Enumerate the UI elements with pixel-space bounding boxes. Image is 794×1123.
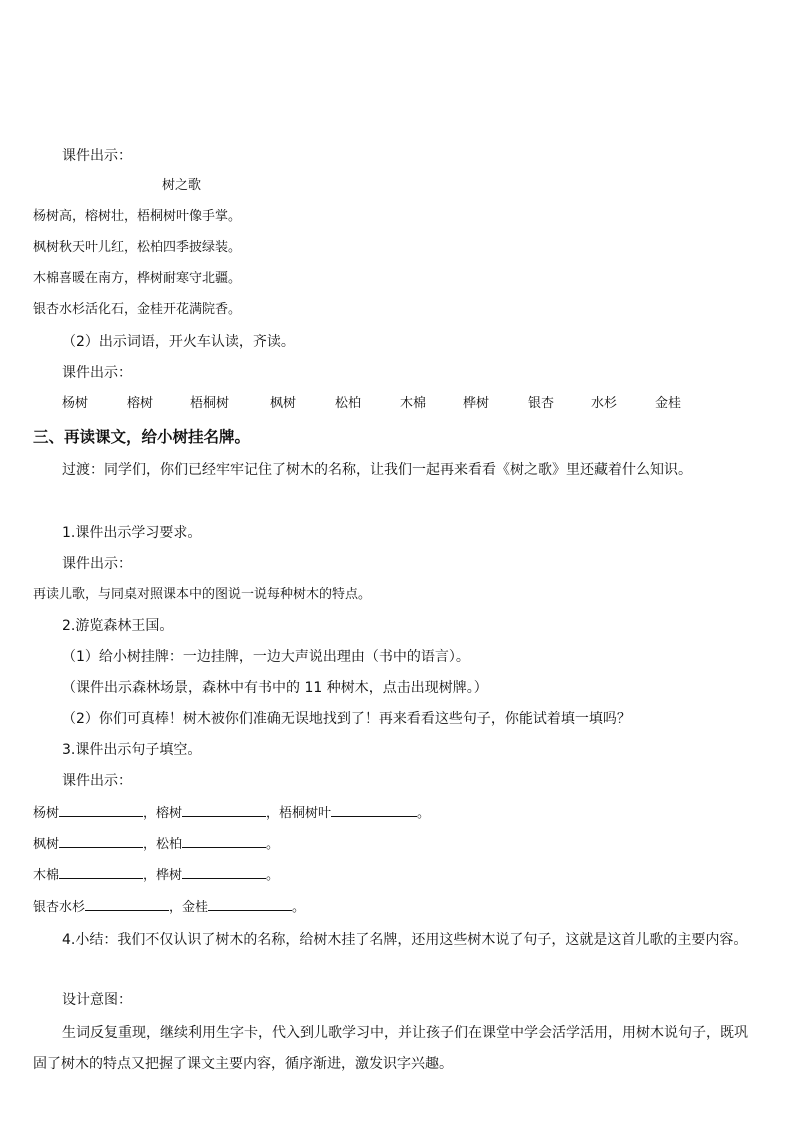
item-3-text: 3.课件出示句子填空。: [62, 742, 202, 758]
answer-blank[interactable]: [331, 803, 417, 817]
fill-text: 。: [292, 900, 306, 915]
word-item: 榕树: [127, 396, 154, 411]
answer-blank[interactable]: [59, 834, 143, 848]
word-item: 枫树: [270, 396, 297, 411]
fill-text: 杨树: [33, 806, 60, 821]
word-item: 银杏: [528, 396, 555, 411]
poem-line-3: 木棉喜暖在南方，桦树耐寒守北疆。: [33, 271, 242, 286]
item-1-text: 1.课件出示学习要求。: [62, 525, 202, 541]
fill-text: 。: [266, 868, 280, 883]
fill-text: ，桦树: [143, 868, 183, 883]
courseware-label: 课件出示：: [62, 148, 132, 164]
word-item: 杨树: [62, 396, 89, 411]
answer-blank[interactable]: [59, 803, 143, 817]
word-item: 梧桐树: [190, 396, 230, 411]
courseware-label: 课件出示：: [62, 556, 132, 572]
fill-text: ，梧桐树叶: [266, 806, 332, 821]
courseware-label: 课件出示：: [62, 773, 132, 789]
sub-item-2-text: （2）你们可真棒！树木被你们准确无误地找到了！再来看看这些句子，你能试着填一填吗？: [62, 711, 631, 727]
word-list: [0, 394, 794, 414]
poem-title: 树之歌: [162, 178, 202, 193]
word-item: 桦树: [463, 396, 490, 411]
fill-text: ，松柏: [143, 837, 183, 852]
sub-item-1-text: （1）给小树挂牌：一边挂牌，一边大声说出理由（书中的语言）。: [62, 649, 470, 665]
poem-line-4: 银杏水杉活化石，金桂开花满院香。: [33, 302, 242, 317]
fill-blank-row-4: [33, 897, 305, 918]
answer-blank[interactable]: [85, 897, 169, 911]
poem-line-1: 杨树高，榕树壮，梧桐树叶像手掌。: [33, 209, 242, 224]
fill-text: ，榕树: [143, 806, 183, 821]
word-item: 松柏: [335, 396, 362, 411]
section-heading: 三、再读课文，给小树挂名牌。: [33, 428, 251, 446]
item-2-text: 2.游览森林王国。: [62, 618, 174, 634]
note-text: （课件出示森林场景，森林中有书中的 11 种树木，点击出现树牌。）: [62, 680, 488, 696]
courseware-label: 课件出示：: [62, 365, 132, 381]
fill-text: 银杏水杉: [33, 900, 86, 915]
answer-blank[interactable]: [59, 865, 143, 879]
fill-text: ，金桂: [169, 900, 209, 915]
fill-blank-row-3: [33, 865, 279, 886]
step-2-text: （2）出示词语，开火车认读，齐读。: [62, 334, 295, 350]
answer-blank[interactable]: [182, 803, 266, 817]
fill-text: 。: [417, 806, 431, 821]
answer-blank[interactable]: [208, 897, 292, 911]
word-item: 金桂: [655, 396, 682, 411]
fill-text: 木棉: [33, 868, 60, 883]
fill-blank-row-1: [33, 803, 430, 824]
answer-blank[interactable]: [182, 834, 266, 848]
poem-line-2: 枫树秋天叶儿红，松柏四季披绿装。: [33, 240, 242, 255]
design-intent-label: 设计意图：: [62, 992, 132, 1008]
word-item: 木棉: [400, 396, 427, 411]
word-item: 水杉: [591, 396, 618, 411]
summary-paragraph: 4.小结：我们不仅认识了树木的名称，给树木挂了名牌，还用这些树木说了句子，这就是这首儿歌的主要内容。: [62, 932, 748, 948]
answer-blank[interactable]: [182, 865, 266, 879]
design-intent-paragraph: 生词反复重现，继续利用生字卡，代入到儿歌学习中，并让孩子们在课堂中学会活学活用，用树木说句子，既巩固了树木的特点又把握了课文主要内容，循序渐进，激发识字兴趣。: [33, 1025, 748, 1072]
fill-text: 枫树: [33, 837, 60, 852]
transition-paragraph: 过渡：同学们，你们已经牢牢记住了树木的名称，让我们一起再来看看《树之歌》里还藏着什么知识。: [62, 462, 692, 478]
fill-text: 。: [266, 837, 280, 852]
fill-blank-row-2: [33, 834, 279, 855]
requirement-text: 再读儿歌，与同桌对照课本中的图说一说每种树木的特点。: [33, 587, 372, 602]
